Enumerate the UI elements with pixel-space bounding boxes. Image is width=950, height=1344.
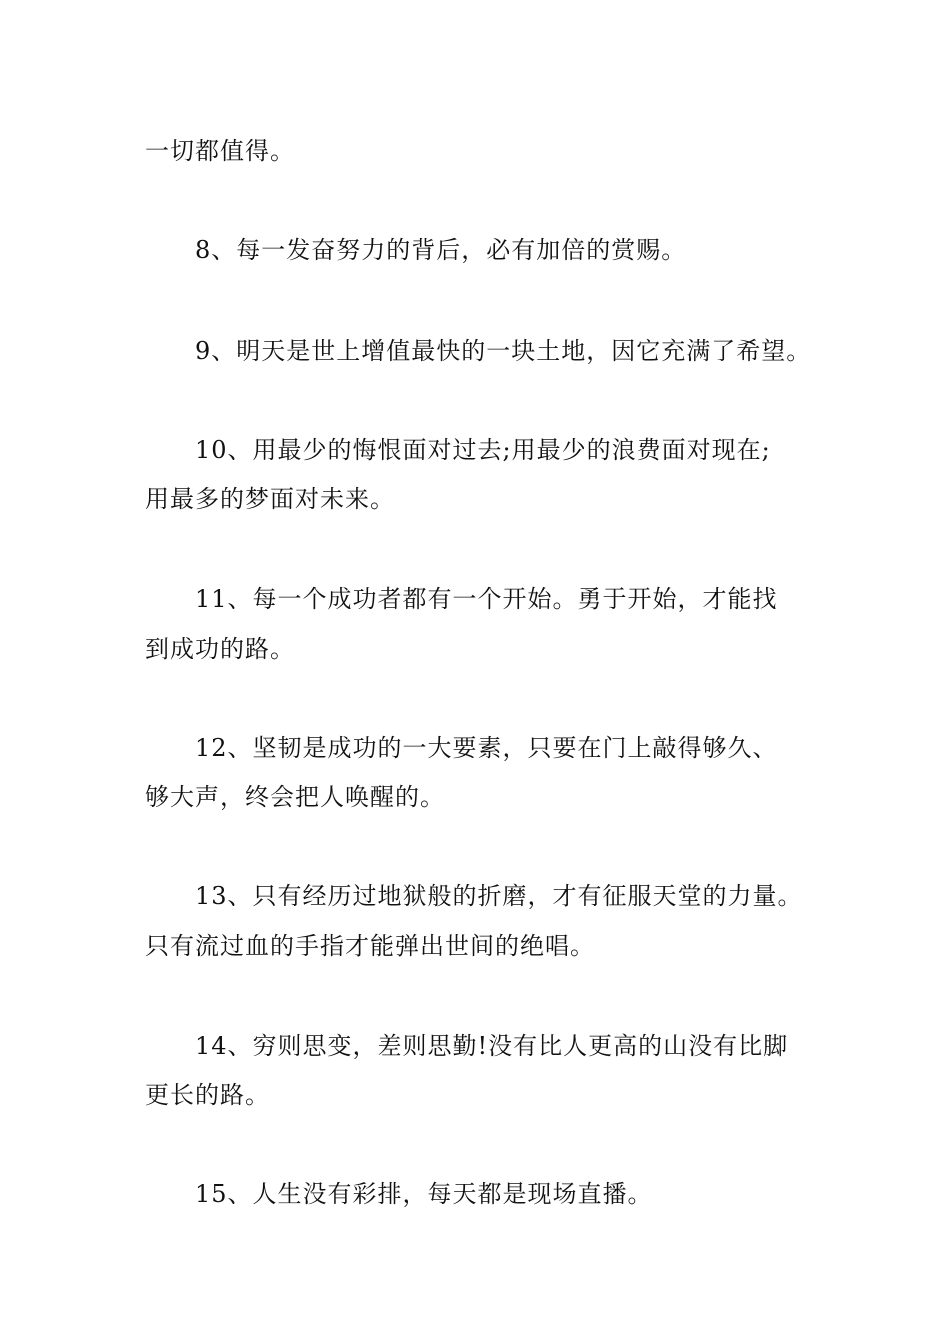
paragraph-7-line-2: 一切都值得。 bbox=[145, 137, 295, 165]
paragraph-13-line-2: 只有流过血的手指才能弹出世间的绝唱。 bbox=[145, 932, 595, 960]
paragraph-13-line-1: 13、只有经历过地狱般的折磨，才有征服天堂的力量。 bbox=[195, 882, 803, 910]
paragraph-11-line-1: 11、每一个成功者都有一个开始。勇于开始，才能找 bbox=[195, 585, 778, 613]
paragraph-12-line-1: 12、坚韧是成功的一大要素，只要在门上敲得够久、 bbox=[195, 734, 778, 762]
paragraph-15-line-1: 15、人生没有彩排，每天都是现场直播。 bbox=[195, 1180, 653, 1208]
paragraph-11-line-2: 到成功的路。 bbox=[145, 635, 295, 663]
paragraph-10-line-2: 用最多的梦面对未来。 bbox=[145, 485, 395, 513]
paragraph-9-line-1: 9、明天是世上增值最快的一块土地，因它充满了希望。 bbox=[195, 337, 812, 365]
paragraph-14-line-2: 更长的路。 bbox=[145, 1081, 270, 1109]
paragraph-12-line-2: 够大声，终会把人唤醒的。 bbox=[145, 783, 445, 811]
paragraph-14-line-1: 14、穷则思变，差则思勤!没有比人更高的山没有比脚 bbox=[195, 1032, 789, 1060]
paragraph-8-line-1: 8、每一发奋努力的背后，必有加倍的赏赐。 bbox=[195, 236, 687, 264]
paragraph-10-line-1: 10、用最少的悔恨面对过去;用最少的浪费面对现在; bbox=[195, 436, 771, 464]
